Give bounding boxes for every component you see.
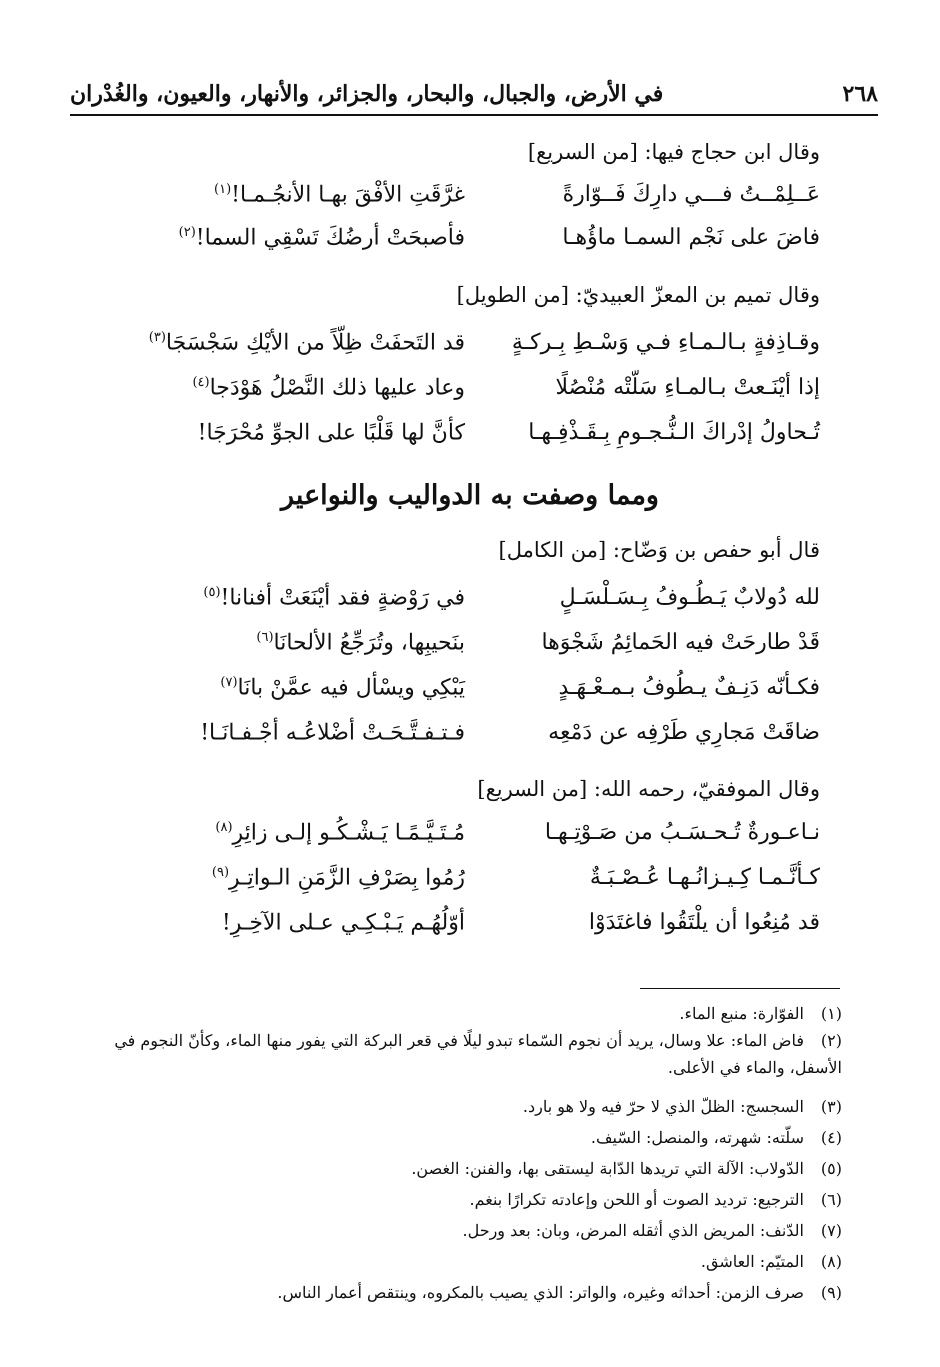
footnote-ref: (٥) xyxy=(203,585,221,600)
first-hemistich: قد مُنِعُوا أن يلْتَقُوا فاغتَدَوْا xyxy=(588,910,820,935)
first-hemistich: وقـاذِفةٍ بـالـمـاءِ فـي وَسْـطِ بِـركـةٍ xyxy=(511,330,820,355)
footnote-ref: (٢) xyxy=(178,225,196,240)
first-hemistich: قَدْ طارحَتْ فيه الحَمائِمُ شَجْوَها xyxy=(541,630,820,655)
verse-line xyxy=(120,225,820,269)
verse-line xyxy=(120,420,820,464)
verse-line xyxy=(120,182,820,226)
footnote-ref: (٩) xyxy=(211,865,230,880)
intro-line: قال أبو حفص بن وَضّاح: [من الكامل] xyxy=(498,538,820,562)
verse-line xyxy=(120,720,820,764)
first-hemistich: فكـأنّه دَنِـفٌ يـطُوفُ بـمـعْـهَـدٍ xyxy=(558,675,820,700)
verse-line xyxy=(120,820,820,864)
second-hemistich: وعاد عليها ذلك النَّصْلُ هَوْدَجا$^{(٤)}$ xyxy=(192,375,465,401)
intro-line: وقال تميم بن المعزّ العبيديّ: [من الطويل] xyxy=(456,283,820,307)
second-hemistich: فـتـفـتَّـحَـتْ أضْلاعُـه أجْـفـانَـا! xyxy=(200,720,465,746)
header-rule xyxy=(70,114,878,116)
footnote-item: (١)الفوّارة: منبع الماء. xyxy=(679,1004,842,1023)
footnote-ref: (١) xyxy=(214,182,232,197)
footnote-item: (٤)سلّته: شهرته، والمنصل: السّيف. xyxy=(590,1128,842,1147)
footnote-item: (٧)الدّنف: المريض الذي أثقله المرض، وبان: بعد ورحل. xyxy=(462,1221,842,1240)
second-hemistich: في رَوْضةٍ فقد أيْنَعَتْ أفنانا!$^{(٥)}$ xyxy=(203,585,465,611)
second-hemistich: يَبْكِي ويسْأل فيه عمَّنْ بانَا$^{(٧)}$ xyxy=(220,675,465,701)
verse-line xyxy=(120,910,820,954)
page-number: ٢٦٨ xyxy=(842,81,878,107)
verse-line xyxy=(120,630,820,674)
verse-line xyxy=(120,330,820,374)
first-hemistich: كـأنَّـمـا كِـيـزانُـهـا عُـصْـبَـةٌ xyxy=(589,865,820,890)
footnote-separator xyxy=(640,988,840,989)
footnote-item: (٣)السجسج: الظلّ الذي لا حرّ فيه ولا هو بارد. xyxy=(522,1097,842,1116)
first-hemistich: تُـحاولُ إدْراكَ الـنُّـجـومِ بِـقَـذْفِـهـا xyxy=(528,420,820,445)
verse-line xyxy=(120,375,820,419)
verse-line xyxy=(120,675,820,719)
verse-line xyxy=(120,865,820,909)
footnote-item: (٥)الدّولاب: الآلة التي تريدها الدّابة ليستقى بها، والفنن: الغصن. xyxy=(411,1159,842,1178)
first-hemistich: فاضَ على نَجْم السمـا ماؤُهـا xyxy=(562,225,820,250)
footnote-item: (٩)صرف الزمن: أحداثه وغيره، والواتر: الذي يصيب بالمكروه، وينتقص أعمار الناس. xyxy=(277,1283,842,1302)
footnote-ref: (٧) xyxy=(220,675,238,690)
first-hemistich: لله دُولابٌ يَـطُـوفُ بِـسَـلْسَـلٍ xyxy=(559,585,820,610)
second-hemistich: بنَحيبِها، وتُرَجِّعُ الألحانَا$^{(٦)}$ xyxy=(256,630,465,656)
footnote-ref: (٣) xyxy=(148,330,166,345)
footnote-ref: (٤) xyxy=(192,375,210,390)
footnote-item: (٢)فاض الماء: علا وسال، يريد أن نجوم السّماء تبدو ليلًا في قعر البركة التي يفور منها الماء، وكأنّ النجوم في الأسفل، والماء في الأعلى. xyxy=(114,1031,842,1077)
first-hemistich: عَــلِمْــتُ فـــي دارِكَ فَــوّارةً xyxy=(562,182,820,207)
page-header xyxy=(70,76,878,112)
second-hemistich: أوّلُهُـم يَـبْـكِـي عـلى الآخِـرِ! xyxy=(221,910,465,936)
intro-line: وقال الموفقيّ، رحمه الله: [من السريع] xyxy=(477,777,820,801)
intro-line: وقال ابن حجاج فيها: [من السريع] xyxy=(527,140,820,164)
section-title: ومما وصفت به الدواليب والنواعير xyxy=(281,480,659,511)
footnote-item: (٦)الترجيع: ترديد الصوت أو اللحن وإعادته تكرارًا بنغم. xyxy=(469,1190,842,1209)
footnote-ref: (٦) xyxy=(256,630,274,645)
first-hemistich: إذا أيْنَـعتْ بـالمـاءِ سَلّتْه مُنْصُلًا xyxy=(555,375,820,400)
first-hemistich: نـاعـورةٌ تُـحـسَـبُ من صَـوْتِـهـا xyxy=(544,820,820,845)
second-hemistich: غرَّقَتِ الأفْقَ بهـا الأنجُـمـا!$^{(١)}$ xyxy=(214,182,465,208)
second-hemistich: رُمُوا بِصَرْفِ الزَّمَنِ الـواتِـرِ$^{(٩)}$ xyxy=(211,865,465,891)
first-hemistich: ضاقَتْ مَجارِي طَرْفِه عن دَمْعِه xyxy=(548,720,820,745)
second-hemistich: فأصبحَتْ أرضُكَ تَسْقِي السما!$^{(٢)}$ xyxy=(178,225,465,251)
second-hemistich: كأنَّ لها قَلْبًا على الجوِّ مُحْرَجَا! xyxy=(197,420,465,446)
verse-line xyxy=(120,585,820,629)
second-hemistich: مُـتَـيَّـمًـا يَـشْـكُـو إلـى زائِرِ$^{(٨)}$ xyxy=(215,820,465,846)
running-title: في الأرض، والجبال، والبحار، والجزائر، والأنهار، والعيون، والغُدْران xyxy=(70,81,664,107)
footnote-item: (٨)المتيّم: العاشق. xyxy=(700,1252,842,1271)
footnote-ref: (٨) xyxy=(215,820,233,835)
second-hemistich: قد التَحفَتْ ظِلّاً من الأيْكِ سَجْسَجَا$^{(٣)}$ xyxy=(148,330,465,356)
